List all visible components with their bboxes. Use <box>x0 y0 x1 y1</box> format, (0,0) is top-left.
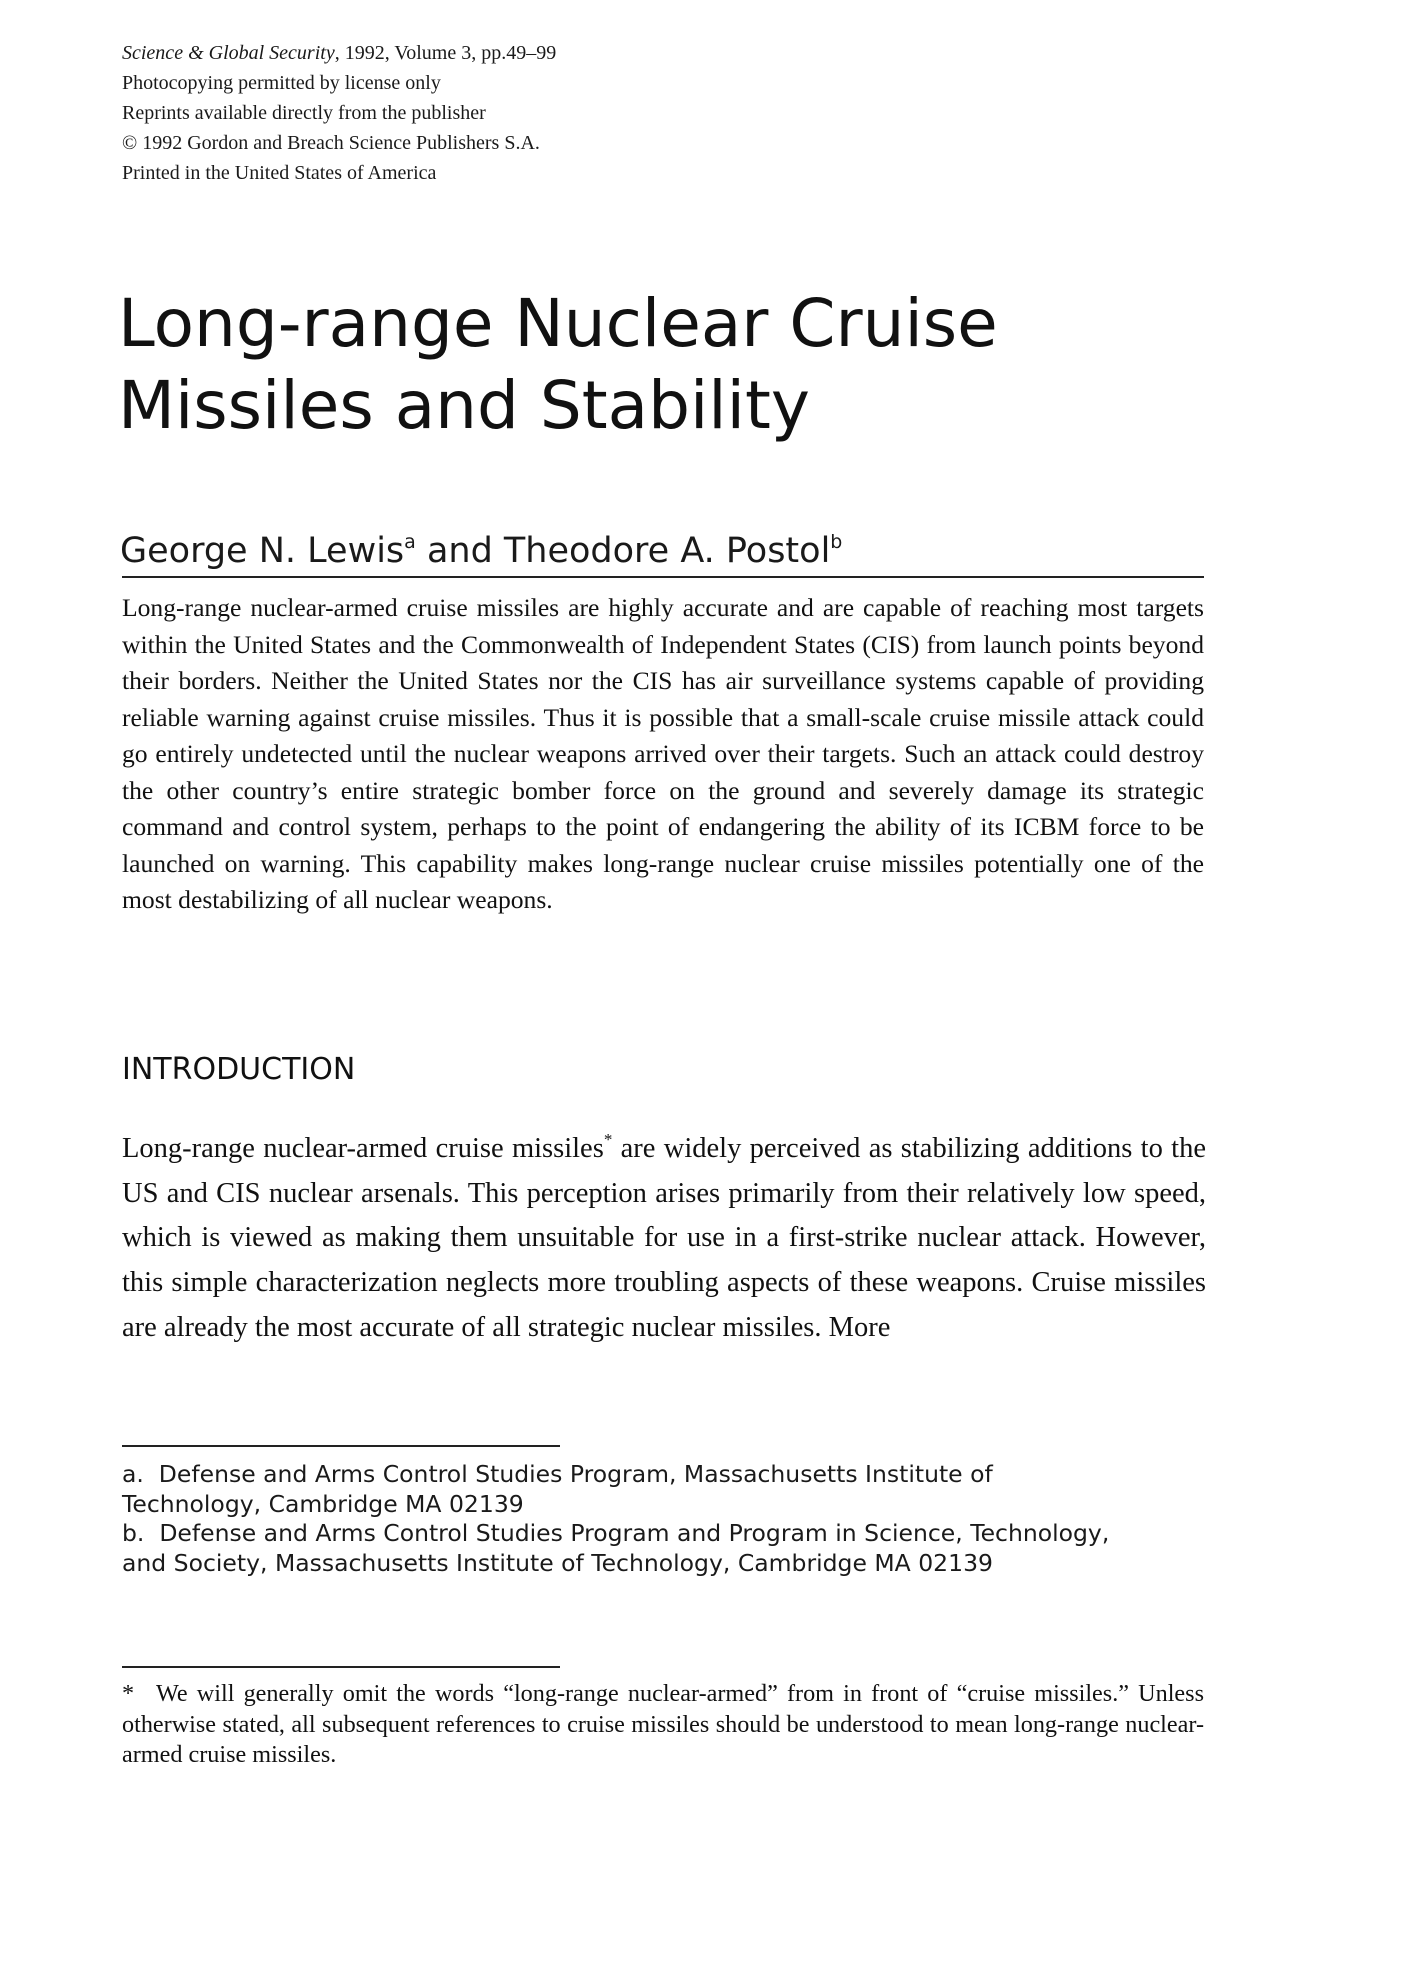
affiliation-b: b. Defense and Arms Control Studies Program and Program in Science, Technology, and Society, Massachusetts Institute of Technology, Cambridge MA 02139 <box>122 1519 1117 1577</box>
title-line-1: Long-range Nuclear Cruise <box>118 285 998 362</box>
copyright-note: © 1992 Gordon and Breach Science Publishers S.A. <box>122 132 540 154</box>
affiliation-divider <box>122 1445 560 1447</box>
paper-title <box>118 283 1318 447</box>
footnote-mark: * <box>122 1680 135 1707</box>
footnote <box>122 1679 1204 1771</box>
intro-text-start: Long-range nuclear-armed cruise missiles <box>122 1133 604 1164</box>
footnote-reference-mark: * <box>603 1130 613 1149</box>
author-lewis: George N. Lewis <box>120 531 405 571</box>
author-postol: Theodore A. Postol <box>503 531 831 571</box>
abstract: Long-range nuclear-armed cruise missiles are highly accurate and are capable of reaching most targets within the United States and the Commonwealth of Independent States (CIS) from launch points beyond their borders. Neither the United States nor the CIS has air surveillance systems capable of providing reliable warning against cruise missiles. Thus it is possible that a small-scale cruise missile attack could go entirely undetected until the nuclear weapons arrived over their targets. Such an attack could destroy the other country’s entire strategic bomber force on the ground and severely damage its strategic command and control system, perhaps to the point of endangering the ability of its ICBM force to be launched on warning. This capability makes long-range nuclear cruise missiles potentially one of the most destabilizing of all nuclear weapons. <box>122 593 1204 914</box>
journal-masthead <box>122 38 1022 188</box>
author-postol-affiliation-mark: b <box>830 531 843 553</box>
footnote-divider <box>122 1666 560 1668</box>
citation-details: , 1992, Volume 3, pp.49–99 <box>334 42 557 64</box>
license-note: Photocopying permitted by license only <box>122 72 441 94</box>
introduction-paragraph <box>122 1118 1206 1351</box>
author-divider <box>122 576 1204 578</box>
author-joiner: and <box>415 531 504 571</box>
journal-name: Science & Global Security <box>122 42 335 64</box>
author-lewis-affiliation-mark: a <box>404 531 416 553</box>
author-line <box>120 520 1220 573</box>
author-affiliations <box>122 1460 1122 1578</box>
intro-text-rest: are widely perceived as stabilizing additions to the US and CIS nuclear arsenals. This perception arises primarily from their relatively low speed, which is viewed as making them unsuitable for use in a first-strike nuclear attack. However, this simple characterization neglects more troubling aspects of these weapons. Cruise missiles are already the most accurate of all strategic nuclear missiles. More <box>122 1133 1206 1343</box>
section-heading-introduction: INTRODUCTION <box>122 1052 356 1087</box>
journal-citation <box>122 38 1022 68</box>
affiliation-a: a. Defense and Arms Control Studies Program, Massachusetts Institute of Technology, Cambridge MA 02139 <box>122 1460 1001 1518</box>
printed-note: Printed in the United States of America <box>122 162 437 184</box>
title-line-2: Missiles and Stability <box>118 367 810 444</box>
footnote-text: We will generally omit the words “long-range nuclear-armed” from in front of “cruise missiles.” Unless otherwise stated, all subsequent references to cruise missiles should be understood to mean long-range nuclear-armed cruise missiles. <box>122 1680 1204 1768</box>
reprints-note: Reprints available directly from the publisher <box>122 102 486 124</box>
